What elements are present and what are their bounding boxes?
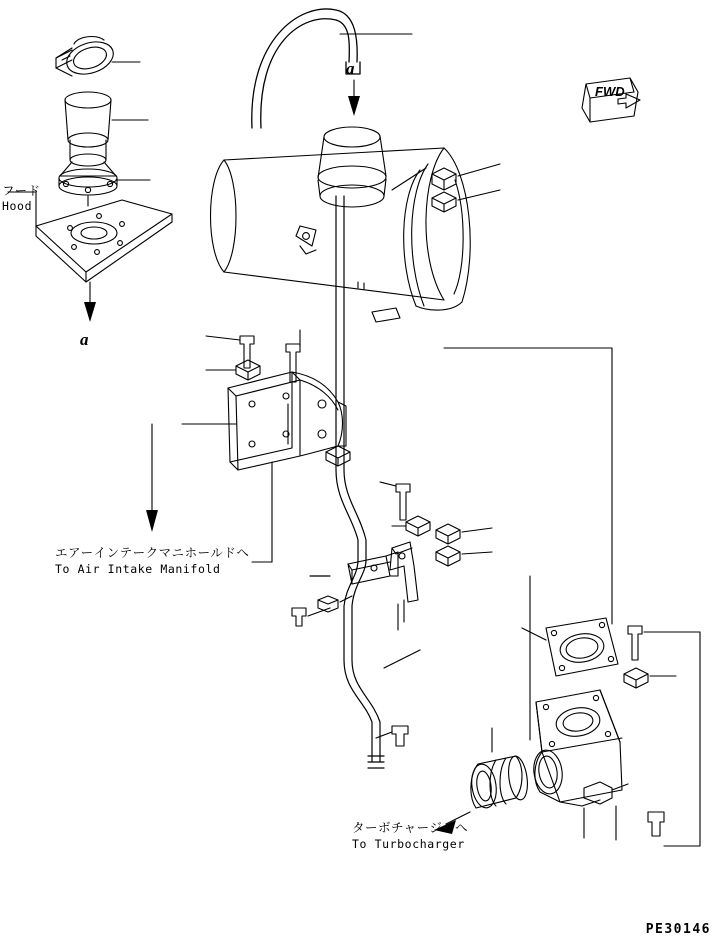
part-number: PE30146 bbox=[645, 922, 711, 937]
washer-clamp-upper bbox=[392, 516, 430, 536]
turbo-elbow-flange bbox=[522, 618, 618, 676]
bolt-bracket-right bbox=[286, 330, 300, 382]
rubber-hose-boot bbox=[469, 728, 530, 809]
bolt-tube-lower bbox=[376, 726, 408, 746]
hood-label-jp: フード bbox=[2, 183, 41, 198]
tube-clamp-bracket-right bbox=[390, 542, 418, 622]
hood-label-en: Hood bbox=[2, 199, 33, 213]
bolt-bracket-left bbox=[206, 336, 254, 368]
intake-manifold-label-jp: エアーインテークマニホールドへ bbox=[55, 545, 250, 560]
washer-right-mid bbox=[624, 668, 676, 688]
pre-cleaner-stack bbox=[59, 92, 150, 206]
bolt-right-lower bbox=[648, 812, 664, 836]
bolt-right-upper bbox=[628, 626, 676, 660]
turbocharger-label-jp: ターボチャージャへ bbox=[352, 820, 469, 835]
upper-curved-hose bbox=[252, 9, 360, 128]
intake-manifold-label-en: To Air Intake Manifold bbox=[55, 562, 221, 576]
washer-bracket-left bbox=[206, 360, 260, 380]
bolt-clamp-upper bbox=[380, 482, 410, 520]
bolts-and-washers bbox=[432, 164, 500, 212]
washer-clamp-right bbox=[436, 524, 492, 544]
hood-mounting-plate bbox=[8, 192, 172, 282]
arrow-to-hood-a bbox=[348, 80, 360, 116]
callout-a-hood: a bbox=[80, 330, 89, 349]
fwd-label: FWD bbox=[595, 84, 625, 99]
arrow-to-intake-manifold bbox=[146, 424, 158, 532]
nut-bracket-bottom bbox=[326, 446, 350, 466]
washer-left-lower bbox=[318, 596, 352, 612]
nut-clamp-right bbox=[436, 546, 492, 566]
air-cleaner-body bbox=[211, 127, 471, 322]
callout-a-top: a bbox=[346, 59, 355, 78]
turbo-connector-body bbox=[531, 690, 628, 840]
turbocharger-label-en: To Turbocharger bbox=[352, 837, 465, 851]
washer-right-upper bbox=[432, 168, 456, 190]
arrow-to-air-cleaner-a bbox=[84, 282, 96, 322]
air-cleaner-inlet-neck bbox=[318, 127, 386, 207]
nut-right-lower bbox=[432, 192, 456, 212]
hose-clamp bbox=[56, 36, 140, 79]
breather-tube bbox=[310, 196, 420, 768]
mounting-bracket bbox=[182, 372, 346, 470]
